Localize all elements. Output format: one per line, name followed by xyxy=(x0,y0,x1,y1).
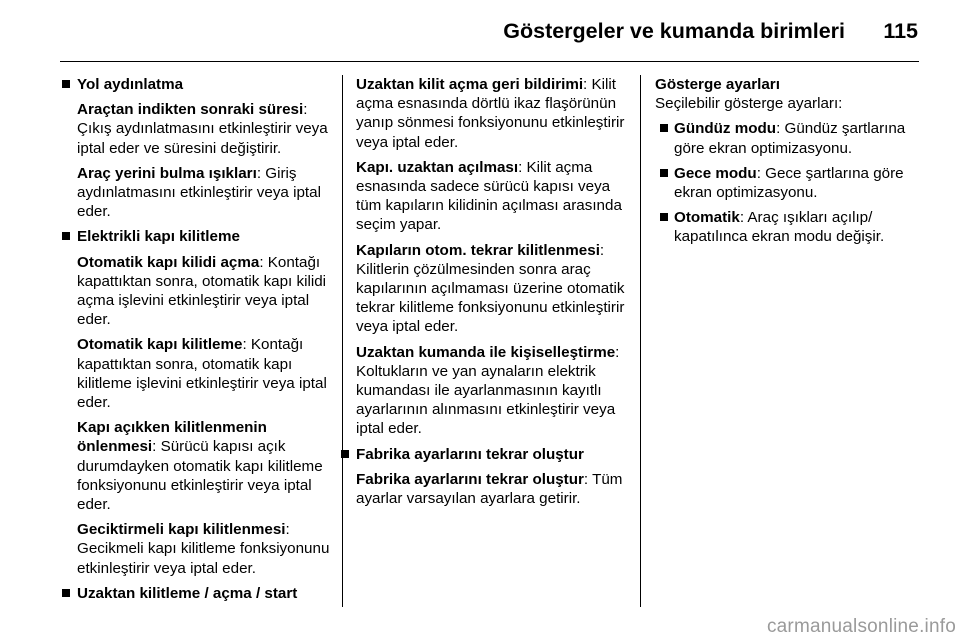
setting-item xyxy=(60,335,332,412)
setting-item xyxy=(60,520,332,578)
setting-item xyxy=(60,164,332,222)
setting-item xyxy=(356,470,631,508)
section-heading-uzaktan-kilitleme: Uzaktan kilitleme / açma / start xyxy=(60,584,332,603)
setting-term: Otomatik xyxy=(674,209,740,227)
setting-description: : Gecikmeli kapı kilitleme fonksiyonunu etkinleştirir veya iptal eder. xyxy=(77,521,330,577)
setting-term: Uzaktan kumanda ile kişiselleştirme xyxy=(356,343,616,361)
setting-description: : Kontağı kapattıktan sonra, otomatik kapı kilidi açma işlevini etkinleştirir veya iptal eder. xyxy=(77,253,327,329)
setting-description: : Gündüz şartlarına göre ekran optimizasyonu. xyxy=(674,120,906,157)
column-divider-1 xyxy=(342,75,343,607)
section-intro: Seçilebilir gösterge ayarları: xyxy=(655,95,843,113)
page-number: 115 xyxy=(883,19,918,43)
setting-description: : Kilitlerin çözülmesinden sonra araç kapılarının açılmaması üzerine otomatik tekrar kilitleme fonksiyonunu etkinleştirir veya iptal eder. xyxy=(356,241,625,336)
setting-description: : Çıkış aydınlatmasını etkinleştirir veya iptal eder ve süresini değiştirir. xyxy=(77,101,328,157)
setting-description: : Kilit açma esnasında dörtlü ikaz flaşörünün yanıp sönmesi fonksiyonunu etkinleştirir veya iptal eder. xyxy=(356,76,625,151)
setting-term: Araç yerini bulma ışıkları xyxy=(77,164,257,182)
section-heading-yol-aydinlatma: Yol aydınlatma xyxy=(60,75,332,94)
setting-description: : Kontağı kapattıktan sonra, otomatik kapı kilitleme işlevini etkinleştirir veya iptal eder. xyxy=(77,336,327,412)
column-divider-2 xyxy=(640,75,641,607)
section-heading-fabrika-ayarlari: Fabrika ayarlarını tekrar oluştur xyxy=(339,445,631,464)
column-2 xyxy=(356,75,631,514)
list-item xyxy=(655,164,925,202)
setting-term: Geciktirmeli kapı kilitlenmesi xyxy=(77,521,286,539)
setting-term: Kapıların otom. tekrar kilitlenmesi xyxy=(356,241,600,259)
setting-item xyxy=(356,241,631,337)
page-header-title: Göstergeler ve kumanda birimleri xyxy=(503,19,845,43)
setting-description: : Araç ışıkları açılıp/ kapatılınca ekran modu değişir. xyxy=(674,209,885,246)
setting-item xyxy=(60,100,332,158)
setting-item xyxy=(356,75,631,152)
setting-term: Otomatik kapı kilitleme xyxy=(77,336,243,354)
setting-term: Kapı açıkken kilitlenmenin önlenmesi xyxy=(77,419,267,456)
setting-item xyxy=(60,253,332,330)
column-1 xyxy=(60,75,332,609)
setting-description: : Sürücü kapısı açık durumdayken otomatik kapı kilitleme fonksiyonunu etkinleştirir veya iptal eder. xyxy=(77,438,323,514)
setting-item xyxy=(60,418,332,514)
setting-term: Kapı. uzaktan açılması xyxy=(356,158,519,176)
setting-term: Uzaktan kilit açma geri bildirimi xyxy=(356,76,584,93)
watermark: carmanualsonline.info xyxy=(766,616,956,637)
list-item xyxy=(655,119,925,157)
section-heading-elektrikli-kapi-kilitleme: Elektrikli kapı kilitleme xyxy=(60,227,332,246)
setting-description: : Kilit açma esnasında sadece sürücü kapısı veya tüm kapıların kilidinin açılması arasında seçim yapar. xyxy=(356,158,622,234)
setting-term: Fabrika ayarlarını tekrar oluştur xyxy=(356,470,584,488)
setting-description: : Giriş aydınlatmasını etkinleştirir veya iptal eder. xyxy=(77,164,321,221)
setting-term: Gündüz modu xyxy=(674,120,777,138)
setting-description: : Tüm ayarlar varsayılan ayarlara getirir. xyxy=(356,470,623,508)
setting-term: Otomatik kapı kilidi açma xyxy=(77,253,260,271)
section-heading-gosterge-ayarlari: Gösterge ayarları xyxy=(655,76,780,93)
setting-term: Araçtan indikten sonraki süresi xyxy=(77,101,304,119)
header-rule xyxy=(60,61,919,62)
list-item xyxy=(655,208,925,246)
setting-description: : Gece şartlarına göre ekran optimizasyonu. xyxy=(674,164,904,202)
setting-item xyxy=(356,343,631,439)
column-3 xyxy=(655,75,925,253)
setting-term: Gece modu xyxy=(674,164,757,182)
setting-item xyxy=(356,158,631,235)
setting-description: : Koltukların ve yan aynaların elektrik kumandası ile ayarlanmasının kayıtlı ayarlarının alınmasını etkinleştirir veya iptal eder. xyxy=(356,343,620,438)
